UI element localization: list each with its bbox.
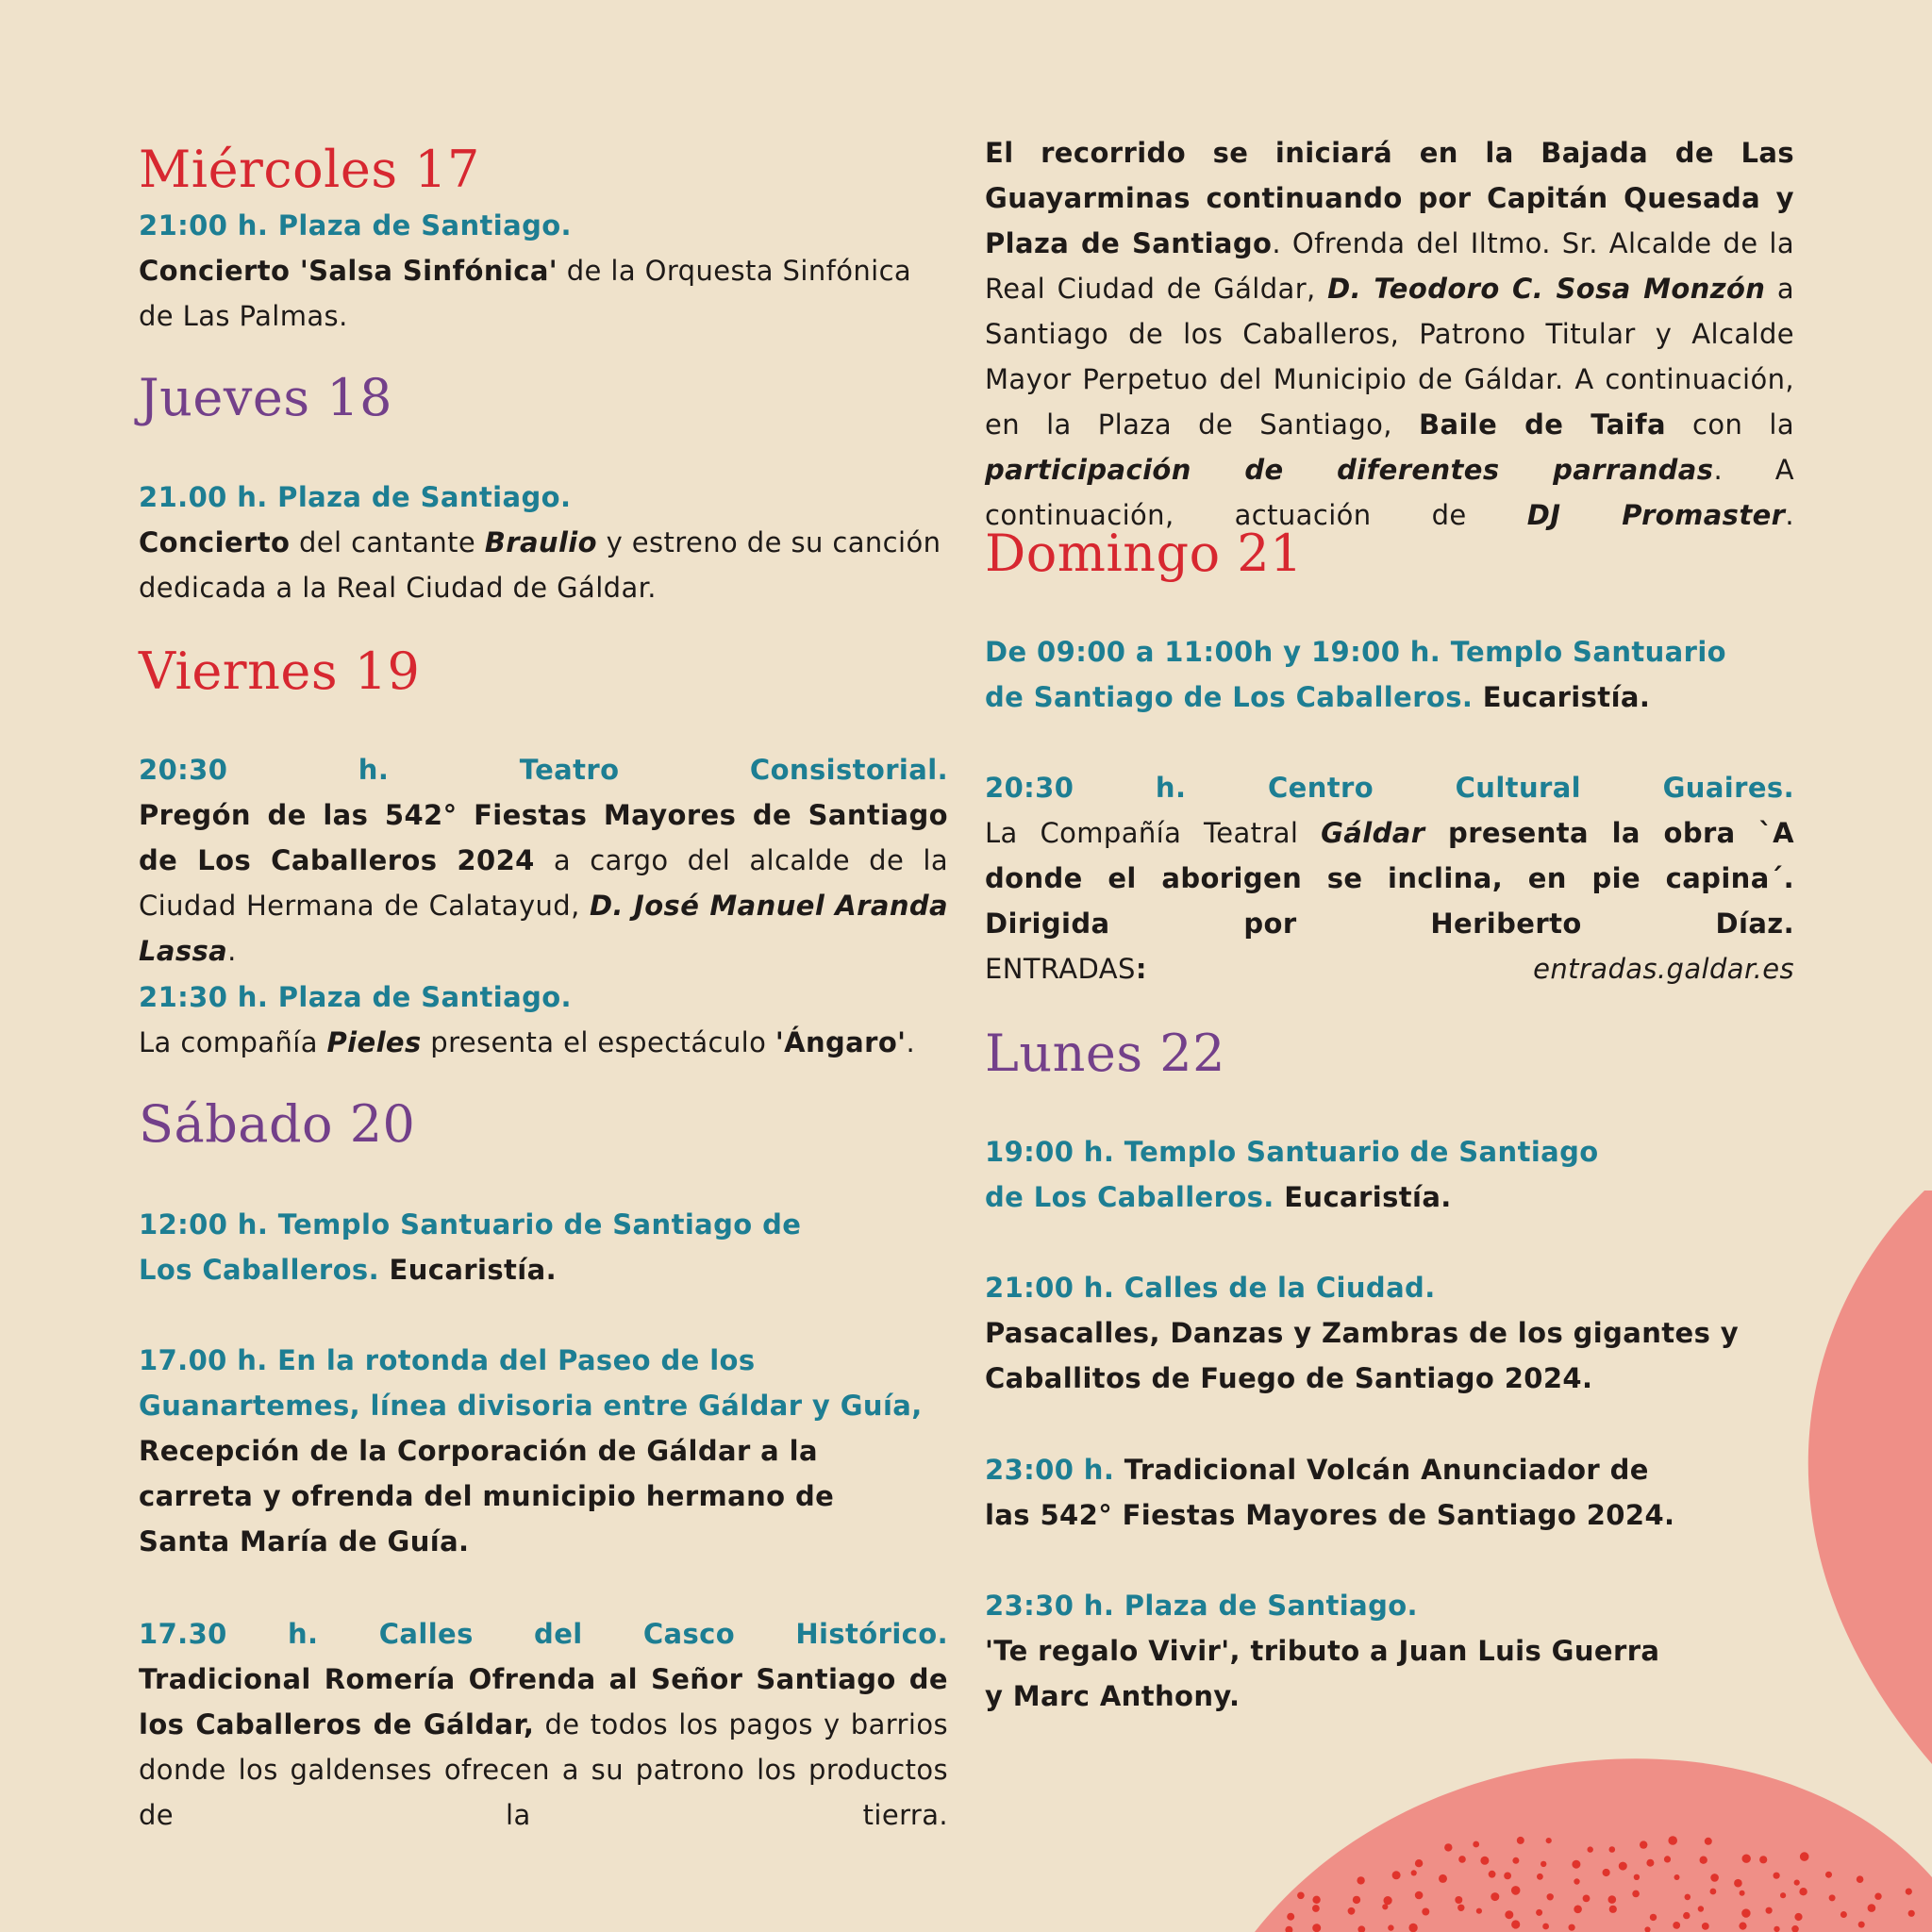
dot [1825,1872,1832,1878]
event-text: . Ofrenda del Iltmo. Sr. Alcalde de la Real Ciudad de Gáldar, [985,227,1794,305]
event-text: La Compañía Teatral [985,817,1322,849]
dot [1542,1924,1549,1930]
event-lunes-2 [985,1265,1740,1401]
dot [1685,1894,1691,1901]
show-name: 'Ángaro' [774,1026,907,1058]
event-highlight: participación de diferentes parrandas [985,454,1714,486]
event-lunes-4 [985,1583,1664,1719]
dot [1473,1841,1479,1848]
event-title: Eucaristía. [379,1254,558,1286]
tickets-link[interactable]: entradas.galdar.es [1533,953,1794,985]
event-text: del cantante [290,526,485,558]
dot [1353,1896,1360,1904]
dot [1455,1896,1462,1904]
dot [1780,1892,1786,1898]
dot [1609,1846,1616,1853]
dot [1632,1890,1640,1898]
dj-name: DJ Promaster [1526,499,1786,531]
event-viernes-2 [139,974,915,1065]
event-sabado-2 [139,1338,931,1564]
dot [1840,1911,1847,1918]
day-heading-jueves: Jueves 18 [139,368,392,427]
dot [1287,1913,1294,1921]
dot [1759,1856,1767,1863]
event-text: . [906,1026,916,1058]
event-sabado-3 [139,1611,948,1838]
day-heading-miercoles: Miércoles 17 [139,140,480,199]
dot [1766,1907,1773,1914]
dot [1739,1923,1746,1930]
mayor-name: D. Teodoro C. Sosa Monzón [1327,273,1766,305]
dot [1734,1879,1742,1888]
day-heading-sabado: Sábado 20 [139,1094,416,1154]
dot [1457,1905,1464,1911]
guest-name: D. José Manuel Aranda Lassa [139,890,948,967]
event-time: 21:00 h. Plaza de Santiago. [139,209,572,242]
company-name: Pieles [326,1026,422,1058]
dot [1491,1892,1499,1901]
dot [1458,1856,1466,1863]
event-time: 17.00 h. En la rotonda del Paseo de los Guanartemes, línea divisoria entre Gáldar y Guía, [139,1344,923,1422]
dot [1705,1838,1712,1845]
event-highlight: Baile de Taifa [1418,408,1667,441]
dot [1700,1857,1707,1864]
dot [1537,1874,1543,1880]
dot [1619,1862,1627,1871]
dot [1408,1924,1417,1932]
event-jueves-1 [139,475,948,610]
event-lunes-3 [985,1447,1702,1538]
dot [1908,1910,1915,1917]
tickets-line [985,946,1794,991]
dot [1650,1914,1657,1921]
event-title: Pregón de las 542° Fiestas Mayores de Santiago de Los Caballeros 2024 [139,799,948,876]
event-domingo-2 [985,765,1794,991]
bottom-petal-shape [1255,1758,1932,1932]
dot [1312,1924,1321,1932]
dot [1829,1894,1836,1901]
dot [1489,1871,1496,1878]
event-time: 21:00 h. Calles de la Ciudad. [985,1272,1436,1304]
event-text: . [227,935,237,967]
event-time: 19:00 h. Templo Santuario de Santiago de Los Caballeros. [985,1136,1599,1213]
event-lunes-1 [985,1129,1645,1220]
event-text: presenta el espectáculo [421,1026,775,1058]
dot [1698,1906,1704,1911]
right-petal-shape [1808,1191,1932,1764]
dot [1511,1886,1521,1895]
event-title: 'Te regalo Vivir', tributo a Juan Luis Guerra y Marc Anthony. [985,1635,1660,1712]
event-text: con la [1666,408,1795,441]
event-text: La compañía [139,1026,327,1058]
dot [1512,1857,1519,1864]
event-title: presenta la obra `A donde el aborigen se inclina, en pie capina´. Dirigida por Heriberto Díaz. [985,817,1794,940]
event-viernes-1 [139,747,948,974]
dot [1297,1892,1305,1900]
event-time: 21.00 h. Plaza de Santiago. [139,481,572,513]
dot [1740,1890,1745,1896]
dot [1674,1874,1680,1880]
dot [1444,1843,1452,1851]
dot [1799,1888,1807,1895]
dot [1536,1909,1542,1916]
dot [1572,1860,1580,1869]
event-time: 21:30 h. Plaza de Santiago. [139,981,572,1013]
dot [1634,1874,1640,1880]
dot [1547,1893,1554,1900]
dot [1583,1895,1591,1903]
day-heading-viernes: Viernes 19 [139,641,421,701]
route-text: El recorrido se iniciará en la Bajada de Las Guayarminas continuando por Capitán Quesada y Plaza de Santiago [985,137,1794,259]
event-sabado-1 [139,1202,818,1292]
event-title: Tradicional Volcán Anunciador de las 542° Fiestas Mayores de Santiago 2024. [985,1454,1675,1531]
event-time: 20:30 h. Centro Cultural Guaires. [985,772,1794,804]
dot [1603,1869,1610,1876]
event-title: Tradicional Romería Ofrenda al Señor Santiago de los Caballeros de Gáldar, [139,1663,948,1740]
dot [1476,1908,1482,1914]
dot [1517,1837,1524,1844]
dot [1392,1871,1401,1879]
event-text: de la Orquesta Sinfónica de Las Palmas. [139,255,912,332]
dot [1664,1856,1671,1862]
dot [1388,1924,1393,1930]
event-title: Concierto 'Salsa Sinfónica' [139,255,558,287]
event-text: a cargo del alcalde de la Ciudad Hermana de Calatayud, [139,844,949,922]
dot [1574,1878,1579,1884]
event-title: Eucaristía. [1274,1181,1452,1213]
dot [1609,1906,1617,1913]
dot [1906,1889,1912,1895]
event-time: 12:00 h. Templo Santuario de Santiago de Los Caballeros. [139,1208,802,1286]
event-sabado-3-continued [985,130,1794,538]
event-time: 23:30 h. Plaza de Santiago. [985,1590,1418,1622]
dot [1646,1859,1654,1867]
dot [1439,1874,1447,1883]
dot [1874,1893,1881,1900]
dot [1411,1870,1417,1875]
artist-name: Braulio [484,526,597,558]
dot [1608,1895,1617,1904]
dot [1348,1907,1356,1915]
dot [1480,1857,1489,1865]
event-title: Concierto [139,526,291,558]
dot [1742,1855,1751,1863]
event-title: Eucaristía. [1473,681,1651,713]
event-text: y estreno de su canción dedicada a la Real Ciudad de Gáldar. [139,526,941,604]
event-title: Recepción de la Corporación de Gáldar a la carreta y ofrenda del municipio hermano de Santa María de Guía. [139,1435,835,1557]
event-text: . A continuación, actuación de [985,454,1794,531]
dot [1710,1889,1717,1895]
dot [1312,1896,1320,1904]
dot [1710,1874,1719,1882]
event-text: de todos los pagos y barrios donde los galdenses ofrecen a su patrono los productos de la tierra. [139,1708,948,1831]
dot [1569,1924,1575,1931]
dot [1357,1876,1364,1884]
dot [1857,1875,1864,1883]
dot [1794,1880,1800,1886]
event-text: . [1785,499,1794,531]
event-domingo-1 [985,629,1740,720]
dot [1702,1923,1709,1930]
dot [1415,1859,1423,1867]
dot [1588,1846,1593,1852]
event-title: Pasacalles, Danzas y Zambras de los gigantes y Caballitos de Fuego de Santiago 2024. [985,1317,1740,1394]
dot [1673,1922,1680,1929]
dot [1794,1913,1802,1921]
dot [1504,1873,1511,1880]
dot [1422,1908,1429,1916]
dot [1382,1904,1388,1909]
event-time: De 09:00 a 11:00h y 19:00 h. Templo Santuario de Santiago de Los Caballeros. [985,636,1727,713]
dot [1774,1873,1780,1879]
dot [1312,1905,1320,1912]
event-time: 23:00 h. [985,1454,1115,1486]
dot [1858,1922,1865,1928]
dot [1541,1861,1546,1867]
day-heading-domingo: Domingo 21 [985,524,1304,583]
dot [1505,1910,1513,1919]
dot [1683,1912,1690,1919]
dot [1384,1896,1392,1905]
dot [1546,1838,1552,1843]
dot [1574,1906,1582,1914]
company-name: Gáldar [1321,817,1425,849]
dot [1800,1852,1809,1861]
day-heading-lunes: Lunes 22 [985,1024,1225,1083]
event-time: 20:30 h. Teatro Consistorial. [139,754,948,786]
event-text: a Santiago de los Caballeros, Patrono Titular y Alcalde Mayor Perpetuo del Municipio de Gáldar. A continuación, en la Plaza de Santiago, [985,273,1794,441]
tickets-colon: : [1135,953,1534,985]
dot [1774,1926,1779,1932]
dot [1511,1920,1520,1928]
dot [1868,1904,1876,1912]
event-miercoles-1 [139,203,948,339]
event-time: 17.30 h. Calles del Casco Histórico. [139,1618,948,1650]
dot [1668,1836,1677,1845]
tickets-label: ENTRADAS [985,953,1136,985]
dot [1741,1908,1750,1917]
dot [1640,1840,1647,1848]
dot [1415,1891,1424,1900]
